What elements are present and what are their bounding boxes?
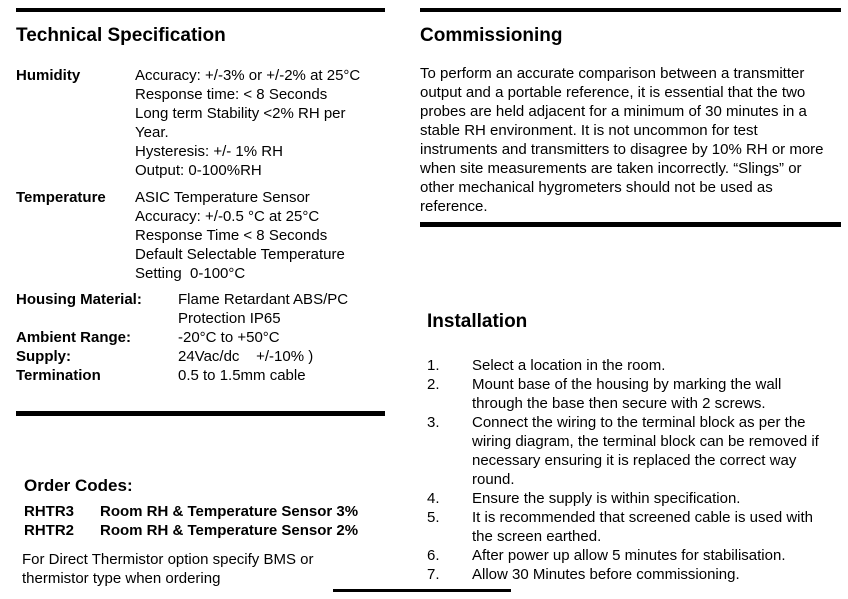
paragraph-line: probes are held adjacent for a minimum of 30 minutes in a [420, 103, 807, 120]
detail-label: Supply: [16, 348, 71, 365]
detail-label: Termination [16, 367, 101, 384]
order-code-row [24, 521, 385, 540]
detail-row-ambient-range [16, 328, 385, 347]
section-title-installation: Installation [427, 311, 528, 332]
paragraph-line: stable RH environment. It is not uncommon for test [420, 122, 758, 139]
order-codes-block [24, 476, 385, 540]
section-title-commissioning: Commissioning [420, 25, 563, 46]
spec-block-humidity [16, 66, 385, 180]
item-text [472, 546, 848, 565]
order-codes-title: Order Codes: [24, 476, 133, 495]
item-line: the screen earthed. [472, 528, 602, 545]
detail-row-housing-material [16, 290, 385, 328]
item-number: 3. [427, 414, 440, 431]
installation-item [427, 356, 848, 375]
item-line: necessary ensuring it is replaced the correct way [472, 452, 797, 469]
order-code: RHTR2 [24, 522, 75, 539]
spec-line: ASIC Temperature Sensor [135, 189, 310, 206]
spec-line: Year. [135, 124, 169, 141]
installation-list [427, 356, 848, 584]
installation-item [427, 565, 848, 584]
spec-label-temperature: Temperature [16, 189, 106, 206]
section-title-technical-specification: Technical Specification [16, 25, 226, 46]
order-codes-note [22, 550, 402, 588]
spec-line: Response Time < 8 Seconds [135, 227, 328, 244]
spec-line: Response time: < 8 Seconds [135, 86, 328, 103]
item-line: Connect the wiring to the terminal block as per the [472, 414, 806, 431]
item-number: 6. [427, 547, 440, 564]
item-number: 4. [427, 490, 440, 507]
spec-line: Accuracy: +/-3% or +/-2% at 25°C [135, 67, 361, 84]
commissioning-paragraph [420, 64, 848, 216]
installation-item [427, 413, 848, 489]
item-line: Select a location in the room. [472, 357, 666, 374]
partial-rule-bottom [333, 589, 511, 592]
order-code: RHTR3 [24, 503, 75, 520]
item-text [472, 375, 848, 413]
paragraph-line: reference. [420, 198, 488, 215]
installation-item [427, 489, 848, 508]
item-line: It is recommended that screened cable is used with [472, 509, 814, 526]
detail-line: Protection IP65 [178, 310, 281, 327]
spec-line: Hysteresis: +/- 1% RH [135, 143, 283, 160]
paragraph-line: instruments and transmitters to disagree by 10% RH or more [420, 141, 824, 158]
section-rule-top-right [420, 8, 841, 12]
section-rule-top-left [16, 8, 385, 12]
detail-line: -20°C to +50°C [178, 329, 280, 346]
detail-value [178, 290, 385, 328]
item-line: Allow 30 Minutes before commissioning. [472, 566, 740, 583]
item-text [472, 413, 848, 489]
installation-item [427, 508, 848, 546]
spec-line: Long term Stability <2% RH per [135, 105, 346, 122]
paragraph-line: output and a portable reference, it is essential that the two [420, 84, 806, 101]
item-number: 2. [427, 376, 440, 393]
spec-details-block [16, 290, 385, 385]
item-line: Mount base of the housing by marking the wall [472, 376, 782, 393]
item-number: 7. [427, 566, 440, 583]
detail-label: Ambient Range: [16, 329, 132, 346]
order-codes-rows [24, 502, 385, 540]
item-line: wiring diagram, the terminal block can be removed if [472, 433, 819, 450]
paragraph-line: other mechanical hygrometers should not be used as [420, 179, 773, 196]
detail-row-termination [16, 366, 385, 385]
section-rule-mid-right [420, 222, 841, 227]
spec-values-temperature [135, 188, 385, 283]
detail-row-supply [16, 347, 385, 366]
installation-item [427, 375, 848, 413]
detail-line: 24Vac/dc +/-10% ) [178, 348, 314, 365]
spec-line: Accuracy: +/-0.5 °C at 25°C [135, 208, 320, 225]
item-number: 5. [427, 509, 440, 526]
spec-line: Output: 0-100%RH [135, 162, 262, 179]
item-text [472, 565, 848, 584]
paragraph-line: when site measurements are taken incorrectly. “Slings” or [420, 160, 802, 177]
spec-line: Default Selectable Temperature [135, 246, 345, 263]
item-line: through the base then secure with 2 screws. [472, 395, 766, 412]
item-text [472, 508, 848, 546]
detail-label: Housing Material: [16, 291, 142, 308]
item-text [472, 489, 848, 508]
order-code-description: Room RH & Temperature Sensor 3% [100, 503, 359, 520]
order-code-description: Room RH & Temperature Sensor 2% [100, 522, 359, 539]
spec-line: Setting 0-100°C [135, 265, 246, 282]
item-line: After power up allow 5 minutes for stabilisation. [472, 547, 786, 564]
spec-label-humidity: Humidity [16, 67, 81, 84]
installation-item [427, 546, 848, 565]
note-line: For Direct Thermistor option specify BMS or [22, 551, 314, 568]
spec-values-humidity [135, 66, 385, 180]
detail-line: Flame Retardant ABS/PC [178, 291, 349, 308]
item-line: round. [472, 471, 515, 488]
note-line: thermistor type when ordering [22, 570, 221, 587]
order-code-row [24, 502, 385, 521]
section-rule-mid-left [16, 411, 385, 416]
item-text [472, 356, 848, 375]
spec-block-temperature [16, 188, 385, 283]
item-number: 1. [427, 357, 440, 374]
detail-line: 0.5 to 1.5mm cable [178, 367, 306, 384]
paragraph-line: To perform an accurate comparison between a transmitter [420, 65, 805, 82]
item-line: Ensure the supply is within specification. [472, 490, 741, 507]
